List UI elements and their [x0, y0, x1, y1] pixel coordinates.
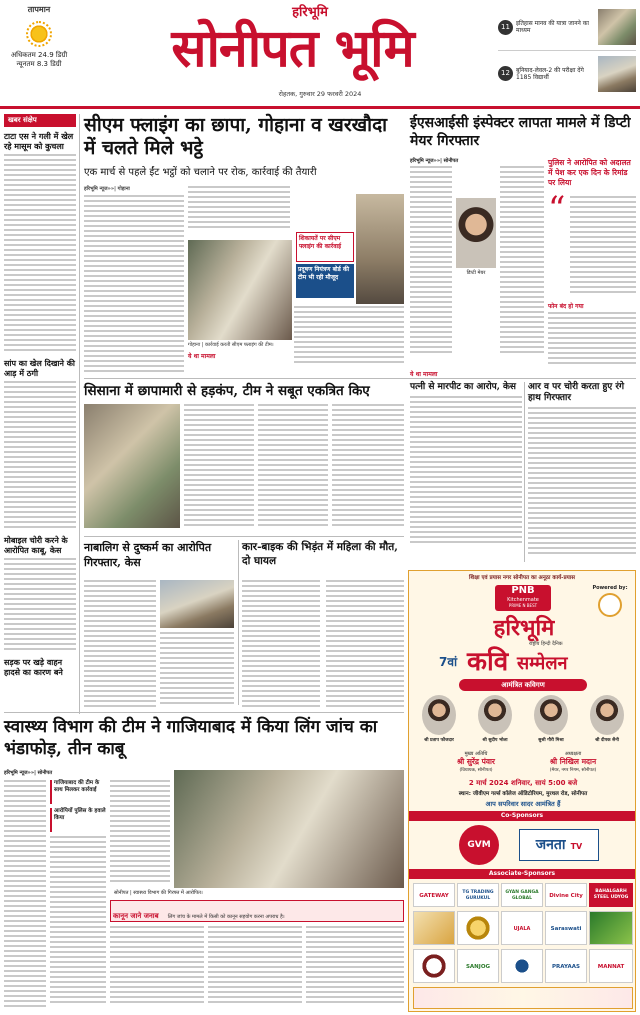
- sponsor-logo: GYAN GANGA GLOBAL: [501, 883, 543, 907]
- lead-photo-2: [356, 194, 404, 304]
- theft-body: [528, 407, 636, 557]
- wife-assault-story: [410, 382, 522, 572]
- health-byline: हरिभूमि न्यूज»»| सोनीपत: [4, 770, 53, 776]
- esic-body-col: [500, 166, 544, 366]
- sisana-body-col: [258, 404, 328, 532]
- chief-guest: [429, 751, 523, 773]
- esic-body-col: [548, 312, 636, 372]
- sponsor-logo: Divine City: [545, 883, 587, 907]
- row-divider: [84, 536, 404, 537]
- poet-name: श्री सुदीप भोला: [482, 738, 508, 743]
- minor-photo: [160, 580, 234, 628]
- poet-card: [579, 695, 635, 749]
- lead-quote: शिकायतें पर सीएम फ्लाइंग की कार्रवाई: [299, 235, 342, 250]
- poet-photo: [590, 695, 624, 735]
- brief-title: सांप का खेल दिखाने की आड़ में ठगी: [4, 358, 75, 378]
- co-sponsors-band: Co-Sponsors: [409, 811, 635, 821]
- sponsor-logo: MANNAT: [589, 949, 633, 983]
- lead-quote-box: [296, 264, 354, 298]
- brand-logo: हरिभूमि: [292, 5, 328, 20]
- news-brief-label: खबर संक्षेप: [4, 114, 76, 127]
- powered-by-label: Powered by:: [592, 585, 628, 591]
- ad-ordinal: 7वां: [439, 655, 458, 669]
- sun-icon: [26, 21, 52, 47]
- sisana-body-col: [184, 404, 254, 532]
- lead-subsection: ये था मामला: [188, 353, 216, 360]
- dateline: रोहतक, गुरुवार 29 फरवरी 2024: [278, 90, 362, 98]
- esic-story: [410, 114, 636, 376]
- lead-body-col: [188, 186, 290, 234]
- sponsor-logo: [501, 949, 543, 983]
- minor-body-col: [160, 632, 234, 710]
- theft-story: [528, 382, 636, 572]
- health-photo: [174, 770, 404, 888]
- health-point-text: गाजियाबाद की टीम के साथ मिलकर कार्रवाई: [54, 780, 100, 793]
- brief-body: [4, 381, 76, 531]
- esic-body-col: [410, 166, 452, 366]
- health-point-text: आरोपियों पुलिस के हवाले किया: [54, 808, 106, 821]
- esic-subsection: फोन बंद हो गया: [548, 303, 584, 310]
- gvm-logo-text: GVM: [467, 840, 491, 850]
- sponsor-logo: [457, 911, 499, 945]
- brief-body: [4, 154, 76, 354]
- poet-name: श्री प्रताप फौजदार: [424, 738, 454, 743]
- law-notice-text: लिंग जांच के मामले में किसी को कानून सहयोग करना अपराध है।: [167, 914, 285, 920]
- president-role: (मेयर, नगर निगम, सोनीपत): [549, 768, 597, 773]
- column-divider: [238, 540, 239, 705]
- health-story: [4, 716, 404, 1012]
- wife-assault-headline[interactable]: पत्नी से मारपीट का आरोप, केस: [410, 382, 517, 392]
- row-divider: [84, 378, 636, 379]
- sisana-story: [84, 382, 404, 534]
- bright-star-logo-icon: [598, 593, 622, 617]
- chief-guest-label: मुख्य अतिथि: [464, 751, 488, 757]
- minor-body-col: [84, 580, 156, 710]
- poet-card: [523, 695, 579, 749]
- poet-card: [467, 695, 523, 749]
- esic-subsection: ये था मामला: [410, 371, 438, 378]
- pnb-title: PNB: [511, 585, 535, 596]
- esic-body-col: [570, 196, 636, 296]
- health-body-col: [110, 926, 204, 1010]
- brief-title: मोबाइल चोरी करने के आरोपित काबू, केस: [4, 535, 68, 555]
- health-body-col: [50, 836, 106, 1006]
- poet-photo: [478, 695, 512, 735]
- row-divider: [4, 712, 404, 713]
- lead-caption: गोहाना | कार्रवाई करती सीएम फ्लाइंग की टीम।: [188, 342, 274, 348]
- esic-caption: डिप्टी मेयर: [466, 270, 486, 276]
- law-notice-box: [110, 900, 404, 922]
- event-venue: स्थान: जीवीएम गर्ल्स कॉलेज ऑडिटोरियम, मुरथल रोड, सोनीपत: [458, 791, 588, 797]
- janta-logo-text: जनता: [535, 837, 566, 853]
- poet-name: श्री दीपक सैनी: [595, 738, 619, 743]
- lead-subhead: एक मार्च से पहले ईंट भट्ठों को चलाने पर रोक, कार्रवाई की तैयारी: [84, 167, 317, 178]
- promo-number: 11: [498, 20, 513, 35]
- event-welcome: आप सपरिवार सादर आमंत्रित हैं: [485, 800, 561, 808]
- brief-body: [4, 558, 76, 653]
- min-temperature: न्यूनतम 8.3 डिग्री: [16, 60, 62, 68]
- column-divider: [79, 114, 80, 714]
- promo-thumbnail: [598, 9, 636, 45]
- sponsor-logo: GATEWAY: [413, 883, 455, 907]
- sponsor-logo: [413, 949, 455, 983]
- accident-body-col: [326, 580, 404, 710]
- wife-assault-body: [410, 396, 522, 546]
- event-date: 2 मार्च 2024 शनिवार, सायं 5:00 बजे: [468, 779, 578, 787]
- health-body-col: [4, 780, 46, 1010]
- promo-item[interactable]: [498, 4, 636, 50]
- page-title: सोनीपत भूमि: [171, 18, 414, 79]
- tv-logo-text: TV: [570, 842, 583, 851]
- health-body-col: [208, 926, 302, 1010]
- sisana-headline[interactable]: सिसाना में छापामारी से हड़कंप, टीम ने सबूत एकत्रित किए: [84, 383, 370, 399]
- deputy-mayor-photo: [456, 198, 496, 268]
- theft-headline[interactable]: आर व पर चोरी करता हुए रंगे हाथ गिरफ्तार: [528, 382, 625, 403]
- sponsor-logo: [589, 911, 633, 945]
- lead-quote: प्रदूषण नियंत्रण बोर्ड की टीम भी रही मौजूद: [298, 266, 350, 281]
- ad-kavi: कवि: [467, 647, 509, 677]
- sponsor-logo: TG TRADING GURUKUL: [457, 883, 499, 907]
- chief-guest-role: (विधायक, सोनीपत): [459, 768, 493, 773]
- poet-card: [411, 695, 467, 749]
- promo-text: बुनियाद-लेवल-2 की परीक्षा देंगे 1185 विद्यार्थी: [516, 66, 584, 81]
- accident-headline[interactable]: कार-बाइक की भिड़ंत में महिला की मौत, दो घायल: [242, 541, 398, 567]
- poet-photo: [422, 695, 456, 735]
- health-headline[interactable]: स्वास्थ्य विभाग की टीम ने गाजियाबाद में किया लिंग जांच का भंडाफोड़, तीन काबू: [4, 717, 378, 759]
- lead-story: [84, 114, 404, 376]
- lead-photo: [188, 240, 292, 340]
- minor-story: [84, 540, 234, 710]
- temperature-box: [4, 4, 74, 84]
- promo-text: इतिहास मानव की यात्रा जानने का माध्यम: [516, 20, 589, 34]
- brief-title: सड़क पर खड़े वाहन हादसे का कारण बने: [4, 657, 63, 677]
- lead-headline[interactable]: सीएम फ्लाइंग का छापा, गोहाना व खरखौदा में चलते मिले भट्ठे: [84, 114, 388, 159]
- health-point: [50, 808, 106, 832]
- health-body-col: [306, 926, 404, 1010]
- max-temperature: अधिकतम 24.9 डिग्री: [10, 51, 68, 59]
- gvm-logo: [459, 825, 499, 865]
- ad-top-text: शिक्षा एवं प्रयास नगर सोनीपत का अनूठा कार्य-प्रयास: [469, 575, 575, 581]
- news-brief-column: [4, 114, 76, 699]
- sponsor-logo: Saraswati: [545, 911, 587, 945]
- sponsor-logo: [413, 911, 455, 945]
- health-body-col: [110, 780, 170, 888]
- lead-byline: हरिभूमि न्यूज»»| गोहाना: [84, 186, 130, 192]
- poet-photo: [534, 695, 568, 735]
- quote-mark-icon: “: [548, 189, 566, 229]
- promo-item[interactable]: [498, 50, 636, 96]
- sponsor-logo: SANJOG: [457, 949, 499, 983]
- column-divider: [524, 382, 525, 562]
- sponsor-logo: PRAYAAS: [545, 949, 587, 983]
- pnb-subtitle: Kitchenmate: [507, 597, 539, 603]
- chief-guest-name: श्री सुरेंद्र पंवार: [456, 757, 496, 766]
- ad-sammelan: सम्मेलन: [517, 653, 568, 674]
- brief-title: टाटा एस ने गली में खेल रहे मासूम को कुचला: [4, 131, 74, 151]
- pnb-tagline: PRIME N BEST: [508, 603, 538, 608]
- associate-band: Associate-Sponsors: [409, 869, 635, 879]
- president-label: अध्यक्षता: [564, 751, 582, 757]
- accident-story: [242, 540, 404, 710]
- invite-band: आमंत्रित कविगण: [459, 679, 587, 691]
- promo-thumbnail: [598, 56, 636, 92]
- esic-pull-quote: पुलिस ने आरोपित को अदालत में पेश कर एक दिन के रिमांड पर लिया: [548, 158, 631, 187]
- pnb-logo: [495, 585, 551, 611]
- law-notice-label: कानून जाने जनाब: [113, 912, 159, 920]
- lead-byline-col: [84, 186, 184, 376]
- kavi-sammelan-ad[interactable]: [408, 570, 636, 1012]
- health-point: [50, 780, 106, 804]
- sponsor-logo: BAHALGARH STEEL UDYOG: [589, 883, 633, 907]
- health-caption: सोनीपत | स्वास्थ्य विभाग की गिरफ्त में आरोपित।: [114, 890, 203, 896]
- president: [523, 751, 623, 773]
- accident-body-col: [242, 580, 320, 710]
- masthead: [0, 0, 640, 110]
- sponsor-logo: [413, 987, 633, 1009]
- esic-byline: हरिभूमि न्यूज»»| सोनीपत: [410, 158, 459, 164]
- masthead-rule: [0, 106, 640, 109]
- sisana-body-col: [332, 404, 404, 532]
- poet-name: सुश्री गौरी मिश्रा: [538, 738, 564, 743]
- janta-tv-logo: [519, 829, 599, 861]
- ad-brand: हरिभूमि: [493, 615, 555, 641]
- president-name: श्री निखिल मदान: [549, 757, 597, 766]
- lead-body-bottom: [294, 306, 404, 376]
- temperature-label: तापमान: [27, 5, 51, 14]
- sponsor-logo: UJALA: [501, 911, 543, 945]
- ad-brand-sub: राष्ट्रीय हिन्दी दैनिक: [529, 641, 563, 647]
- promo-number: 12: [498, 66, 513, 81]
- minor-headline[interactable]: नाबालिग से दुष्कर्म का आरोपित गिरफ्तार, केस: [84, 541, 212, 569]
- sisana-photo: [84, 404, 180, 528]
- promo-box: [498, 4, 636, 100]
- lead-quote-box: [296, 232, 354, 262]
- esic-headline[interactable]: ईएसआईसी इंस्पेक्टर लापता मामले में डिप्टी मेयर गिरफ्तार: [410, 115, 631, 149]
